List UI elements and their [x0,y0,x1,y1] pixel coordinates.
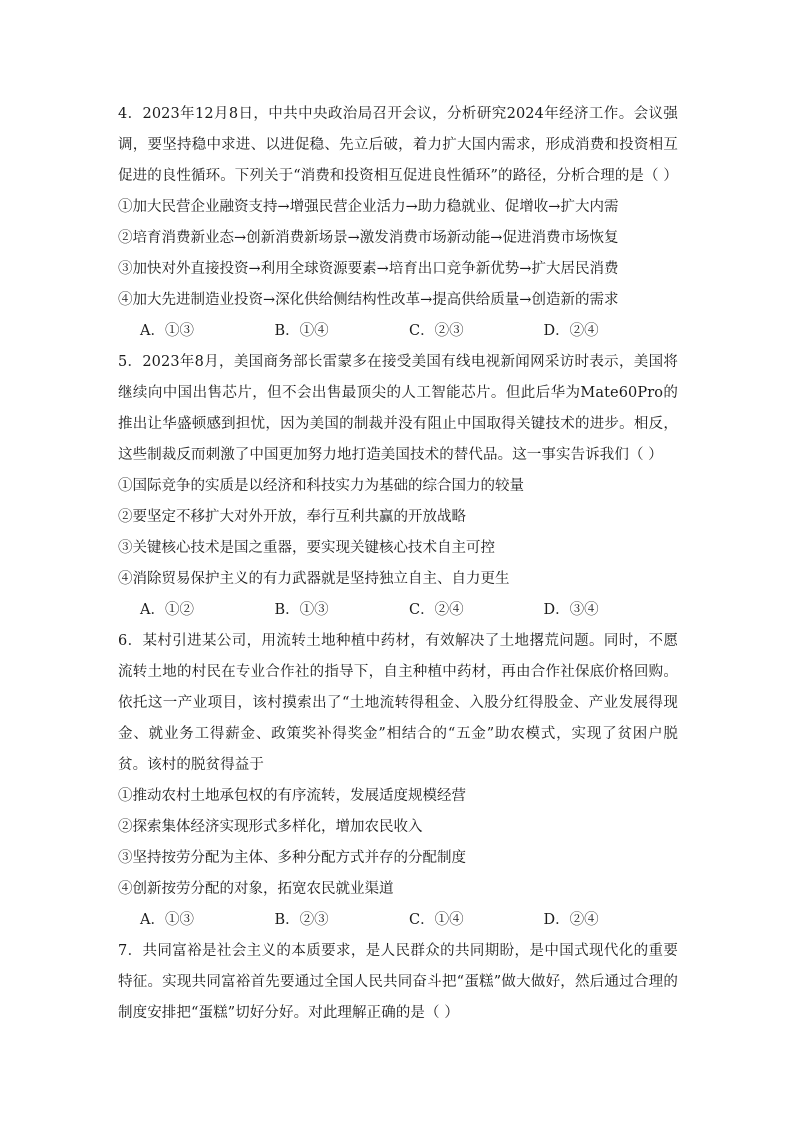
statement-2: ②探索集体经济实现形式多样化，增加农民收入 [118,819,423,835]
choice-d: D．②④ [543,912,599,928]
statement-4: ④创新按劳分配的对象，拓宽农民就业渠道 [118,881,394,897]
question-stem: 6．某村引进某公司，用流转土地种植中药材，有效解决了土地撂荒问题。同时，不愿流转土地的村民在专业合作社的指导下，自主种植中药材，再由合作社保底价格回购。依托这一产业项目，该村摸索出了“土地流转得租金、入股分红得股金、产业发展得现金、就业务工得薪金、政策奖补得奖金”相结合的“五金”助农模式，实现了贫困户脱贫。该村的脱贫得益于 [118,633,678,773]
statement-4: ④消除贸易保护主义的有力武器就是坚持独立自主、自力更生 [118,571,510,587]
choice-c: C．②④ [409,602,464,618]
question-stem: 5．2023年8月，美国商务部长雷蒙多在接受美国有线电视新闻网采访时表示，美国将继续向中国出售芯片，但不会出售最顶尖的人工智能芯片。但此后华为Mate60Pro的推出让华盛顿感到担忧，因为美国的制裁并没有阻止中国取得关键技术的进步。相反，这些制裁反而刺激了中国更加努力地打造美国技术的替代品。这一事实告诉我们（ ） [118,354,678,463]
answer-choices [118,316,678,347]
statement-3: ③加快对外直接投资→利用全球资源要素→培育出口竞争新优势→扩大居民消费 [118,261,619,277]
choice-a: A．①③ [140,323,194,339]
choice-b: B．①④ [274,323,329,339]
choice-a: A．①③ [140,912,194,928]
choice-c: C．①④ [409,912,464,928]
question-4 [118,99,678,347]
statement-2: ②培育消费新业态→创新消费新场景→激发消费市场新动能→促进消费市场恢复 [118,230,619,246]
choice-c: C．②③ [409,323,464,339]
statement-2: ②要坚定不移扩大对外开放，奉行互利共赢的开放战略 [118,509,466,525]
choice-b: B．①③ [274,602,329,618]
answer-choices [118,595,678,626]
choice-d: D．③④ [543,602,599,618]
choice-b: B．②③ [274,912,329,928]
choice-d: D．②④ [543,323,599,339]
question-stem: 4．2023年12月8日，中共中央政治局召开会议，分析研究2024年经济工作。会议强调，要坚持稳中求进、以进促稳、先立后破，着力扩大国内需求，形成消费和投资相互促进的良性循环。下列关于“消费和投资相互促进良性循环”的路径，分析合理的是（ ） [118,106,678,184]
question-list [118,99,678,1029]
statement-3: ③关键核心技术是国之重器，要实现关键核心技术自主可控 [118,540,495,556]
question-5 [118,347,678,626]
statement-1: ①推动农村土地承包权的有序流转，发展适度规模经营 [118,788,466,804]
question-stem: 7．共同富裕是社会主义的本质要求，是人民群众的共同期盼，是中国式现代化的重要特征。实现共同富裕首先要通过全国人民共同奋斗把“蛋糕”做大做好，然后通过合理的制度安排把“蛋糕”切好分好。对此理解正确的是（ ） [118,943,678,1021]
statement-1: ①加大民营企业融资支持→增强民营企业活力→助力稳就业、促增收→扩大内需 [118,199,619,215]
answer-choices [118,905,678,936]
question-6 [118,626,678,936]
question-7 [118,936,678,1029]
statement-1: ①国际竞争的实质是以经济和科技实力为基础的综合国力的较量 [118,478,524,494]
statement-4: ④加大先进制造业投资→深化供给侧结构性改革→提高供给质量→创造新的需求 [118,292,619,308]
statement-3: ③坚持按劳分配为主体、多种分配方式并存的分配制度 [118,850,466,866]
choice-a: A．①② [140,602,194,618]
